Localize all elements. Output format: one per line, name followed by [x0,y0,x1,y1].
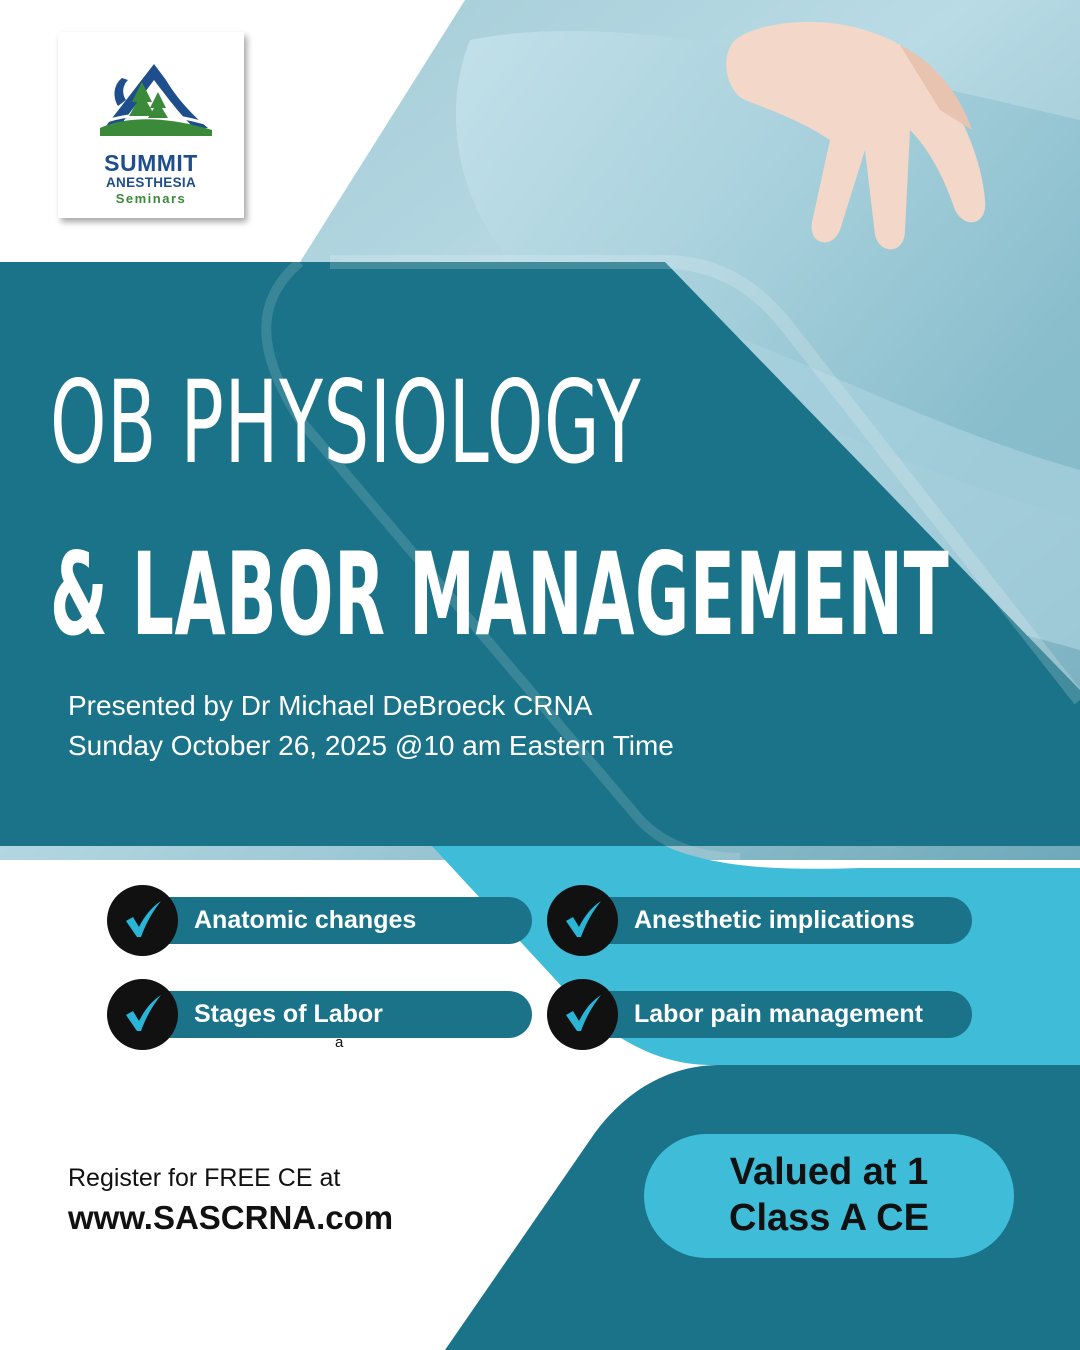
logo-word-seminars: Seminars [115,191,187,206]
topic-label: Labor pain management [634,1000,923,1028]
stray-text: a [335,1034,344,1051]
topic-label: Anesthetic implications [634,906,915,934]
logo-word-summit: SUMMIT [104,150,198,176]
checkmark-icon [107,979,178,1050]
logo-card [58,32,244,218]
topic-label: Stages of Labor [194,1000,383,1028]
schedule-text: Sunday October 26, 2025 @10 am Eastern Time [68,730,674,761]
checkmark-icon [107,885,178,956]
logo [74,48,228,206]
mountain-pine-tree-icon [96,56,214,136]
title-line-2: & LABOR MANAGEMENT [50,528,950,661]
ce-value-line-1: Valued at 1 [729,1151,929,1193]
logo-word-anesthesia: ANESTHESIA [105,175,196,190]
topic-label: Anatomic changes [194,906,417,934]
title-line-1: OB PHYSIOLOGY [50,356,642,489]
presenter-text: Presented by Dr Michael DeBroeck CRNA [68,690,593,721]
ce-value-line-2: Class A CE [729,1197,929,1239]
checkmark-icon [547,885,618,956]
register-text: Register for FREE CE at [68,1164,341,1192]
ce-value-badge [644,1134,1014,1258]
checkmark-icon [547,979,618,1050]
register-link[interactable]: www.SASCRNA.com [68,1199,394,1236]
